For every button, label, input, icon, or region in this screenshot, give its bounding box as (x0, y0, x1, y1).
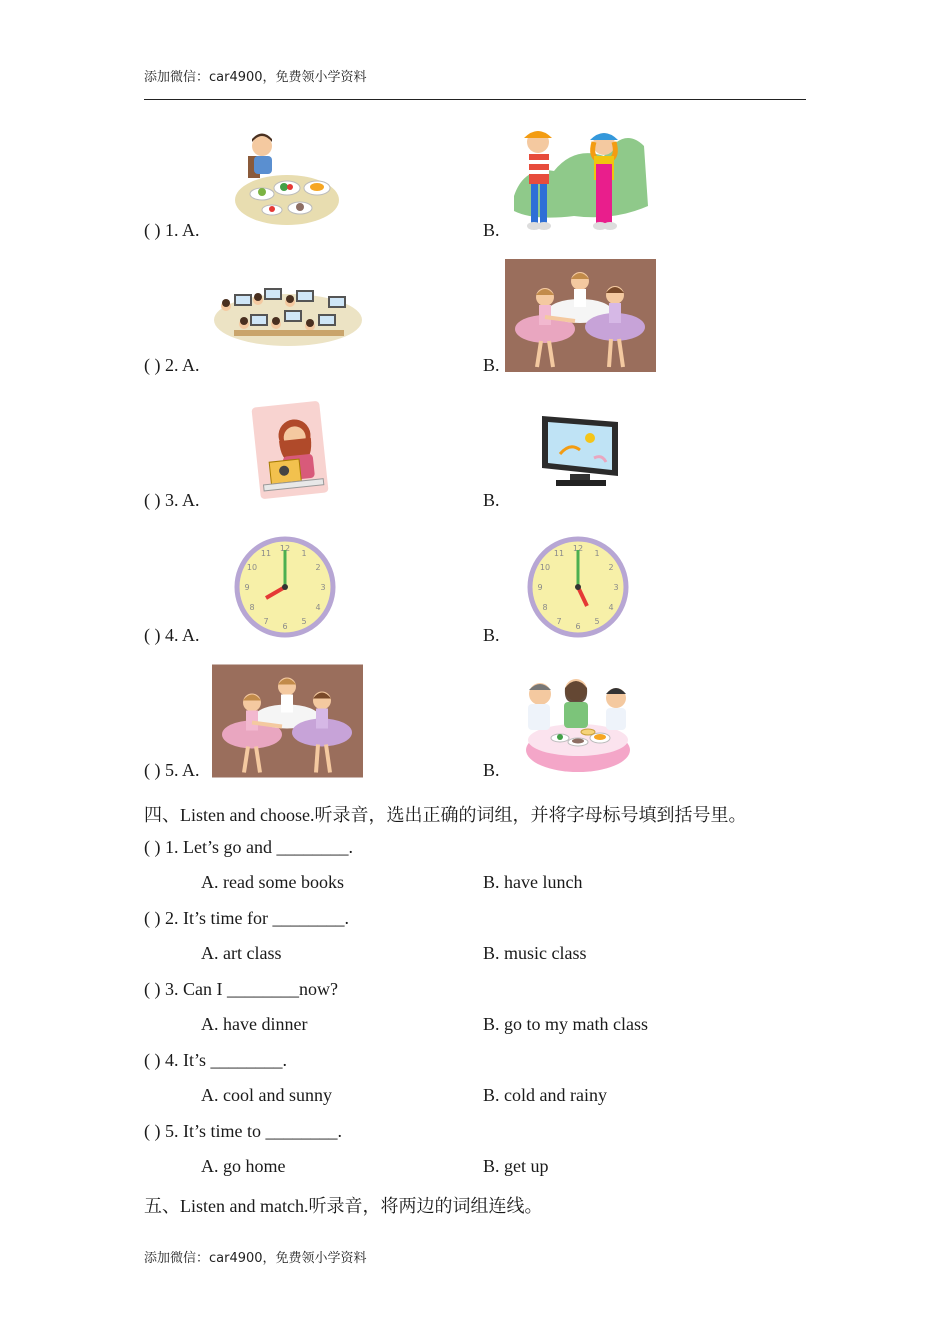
tv-set-icon (540, 414, 622, 488)
section-4-title: 四、Listen and choose.听录音，选出正确的词组，并将字母标号填到括号里。 (144, 805, 747, 825)
svg-text:9: 9 (244, 583, 250, 592)
item-4-label-a: ( ) 4. A. (144, 625, 200, 645)
s4-q3-option-a: A. have dinner (201, 1014, 308, 1034)
s4-question-1: ( ) 1. Let’s go and ________. (144, 837, 353, 857)
s4-q2-option-a: A. art class (201, 943, 282, 963)
svg-text:11: 11 (260, 549, 272, 558)
ballet-dancers-icon (505, 259, 656, 372)
svg-text:12: 12 (572, 544, 584, 553)
svg-text:1: 1 (594, 549, 600, 558)
svg-text:1: 1 (301, 549, 307, 558)
svg-text:7: 7 (263, 617, 269, 626)
svg-text:9: 9 (537, 583, 543, 592)
clock-seven-icon (527, 536, 629, 638)
item-3-label-a: ( ) 3. A. (144, 490, 200, 510)
item-1-label-b: B. (483, 220, 500, 240)
item-5-label-b: B. (483, 760, 500, 780)
svg-text:3: 3 (320, 583, 326, 592)
s4-q1-option-a: A. read some books (201, 872, 344, 892)
svg-text:6: 6 (282, 622, 288, 631)
girl-reading-book-icon (250, 400, 330, 500)
header-divider (144, 99, 806, 100)
s4-q5-option-a: A. go home (201, 1156, 286, 1176)
item-3-label-b: B. (483, 490, 500, 510)
s4-q5-option-b: B. get up (483, 1156, 549, 1176)
svg-text:11: 11 (553, 549, 565, 558)
clock-eight-icon (234, 536, 336, 638)
svg-text:10: 10 (246, 563, 258, 572)
s4-q3-option-b: B. go to my math class (483, 1014, 648, 1034)
item-2-label-a: ( ) 2. A. (144, 355, 200, 375)
computer-class-icon (214, 280, 362, 350)
svg-text:10: 10 (539, 563, 551, 572)
s4-question-3: ( ) 3. Can I ________now? (144, 979, 338, 999)
s4-q1-option-b: B. have lunch (483, 872, 583, 892)
family-dinner-icon (516, 676, 640, 776)
item-4-label-b: B. (483, 625, 500, 645)
svg-text:3: 3 (613, 583, 619, 592)
svg-text:2: 2 (315, 563, 321, 572)
s4-q4-option-a: A. cool and sunny (201, 1085, 332, 1105)
svg-text:6: 6 (575, 622, 581, 631)
children-hiking-icon (514, 126, 648, 234)
item-2-label-b: B. (483, 355, 500, 375)
s4-question-2: ( ) 2. It’s time for ________. (144, 908, 349, 928)
svg-text:8: 8 (249, 603, 255, 612)
s4-q2-option-b: B. music class (483, 943, 587, 963)
svg-text:4: 4 (608, 603, 614, 612)
s4-question-5: ( ) 5. It’s time to ________. (144, 1121, 342, 1141)
svg-text:8: 8 (542, 603, 548, 612)
page-footer: 添加微信：car4900，免费领小学资料 (144, 1251, 367, 1266)
svg-text:7: 7 (556, 617, 562, 626)
svg-text:5: 5 (594, 617, 600, 626)
page-header: 添加微信：car4900，免费领小学资料 (144, 70, 367, 85)
boy-eating-icon (232, 130, 342, 228)
svg-text:4: 4 (315, 603, 321, 612)
s4-q4-option-b: B. cold and rainy (483, 1085, 607, 1105)
s4-question-4: ( ) 4. It’s ________. (144, 1050, 287, 1070)
svg-text:5: 5 (301, 617, 307, 626)
svg-text:2: 2 (608, 563, 614, 572)
ballet-dancers-icon-2 (212, 664, 363, 778)
svg-text:12: 12 (279, 544, 291, 553)
item-5-label-a: ( ) 5. A. (144, 760, 200, 780)
section-5-title: 五、Listen and match.听录音，将两边的词组连线。 (144, 1196, 543, 1216)
item-1-label-a: ( ) 1. A. (144, 220, 200, 240)
